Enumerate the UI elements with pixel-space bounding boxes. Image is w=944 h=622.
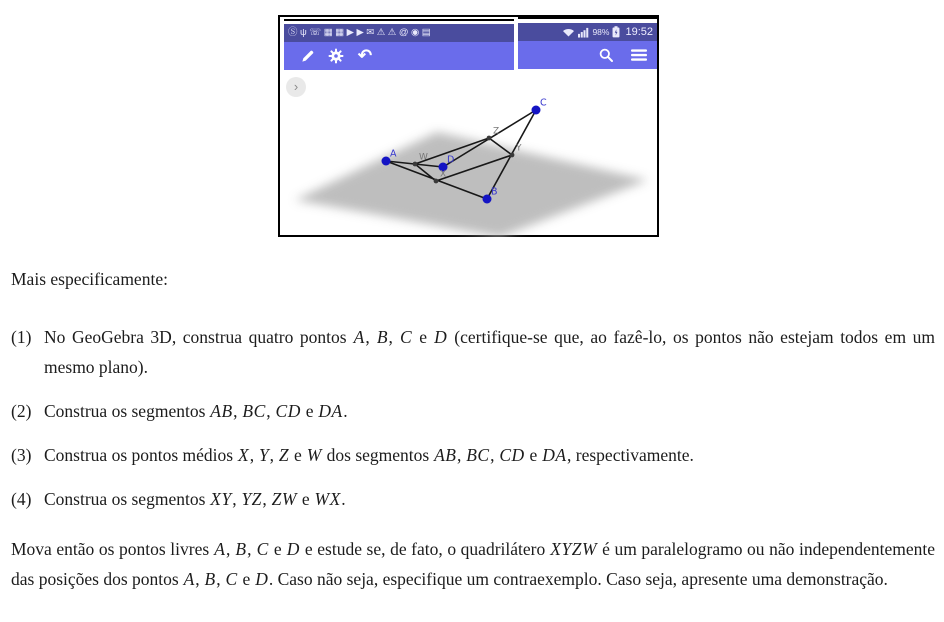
location-icon: ◉ xyxy=(410,27,420,38)
math-var: AB xyxy=(434,445,457,465)
phone-panel-right xyxy=(518,17,657,69)
text-run: , xyxy=(269,445,279,465)
math-var: CD xyxy=(275,401,301,421)
gallery2-icon: ▦ xyxy=(335,27,345,38)
instruction-list xyxy=(11,322,935,514)
math-var: WX xyxy=(314,489,341,509)
wifi-icon xyxy=(562,27,575,37)
item-number: (2) xyxy=(11,401,32,421)
text-run: , xyxy=(233,401,242,421)
status-bar-right xyxy=(518,23,657,41)
text-run: , xyxy=(249,445,259,465)
text-run: , xyxy=(266,401,276,421)
math-var: BC xyxy=(466,445,490,465)
battery-icon xyxy=(612,26,620,38)
item-number: (1) xyxy=(11,327,32,347)
chevron-right-icon: › xyxy=(293,79,299,94)
math-var: B xyxy=(376,327,389,347)
math-var: DA xyxy=(318,401,343,421)
math-var: W xyxy=(306,445,322,465)
text-run: , xyxy=(388,327,400,347)
geogebra-toolbar xyxy=(284,42,514,70)
math-var: DA xyxy=(542,445,567,465)
intro-line: Mais especificamente: xyxy=(11,269,168,289)
youtube-icon: ▶ xyxy=(346,27,354,38)
math-var: XY xyxy=(210,489,232,509)
text-run: , xyxy=(232,489,241,509)
item-number: (4) xyxy=(11,489,32,509)
math-var: X xyxy=(237,445,250,465)
youtube2-icon: ▶ xyxy=(356,27,364,38)
point-X[interactable] xyxy=(434,179,439,184)
gear-icon xyxy=(328,48,344,64)
status-time: 19:52 xyxy=(625,26,653,38)
text-run: e xyxy=(269,539,287,559)
pencil-icon xyxy=(300,49,315,64)
text-run: Construa os segmentos xyxy=(44,489,210,509)
math-var: C xyxy=(225,569,238,589)
math-var: A xyxy=(353,327,365,347)
hamburger-icon xyxy=(631,49,647,61)
text-run: , xyxy=(365,327,377,347)
text-run: . xyxy=(343,401,348,421)
share-icon: ▤ xyxy=(421,27,431,38)
math-var: BC xyxy=(242,401,266,421)
closing-paragraph xyxy=(11,534,935,594)
warning-icon: ⚠ xyxy=(376,27,386,38)
text-run: e xyxy=(301,401,318,421)
undo-button[interactable] xyxy=(356,47,374,65)
search-toolbar xyxy=(518,41,657,69)
text-run: e xyxy=(412,327,434,347)
item-number: (3) xyxy=(11,445,32,465)
point-W[interactable] xyxy=(413,162,418,167)
text-run: e xyxy=(238,569,255,589)
undo-icon: ↶ xyxy=(357,46,373,65)
math-var: Z xyxy=(278,445,290,465)
text-run: , xyxy=(490,445,499,465)
math-var: ZW xyxy=(271,489,297,509)
math-var: AB xyxy=(210,401,233,421)
text-run: e xyxy=(289,445,307,465)
text-run: e xyxy=(297,489,315,509)
item-text xyxy=(44,445,694,465)
phone-panel-left xyxy=(284,19,514,70)
usb-icon: ψ xyxy=(300,27,307,38)
edit-tool-button[interactable] xyxy=(298,47,316,65)
label-Y: Y xyxy=(516,143,522,154)
label-Z: Z xyxy=(493,126,500,137)
text-run: , xyxy=(216,569,225,589)
text-run: dos segmentos xyxy=(322,445,434,465)
math-var: B xyxy=(204,569,216,589)
text-run: Construa os pontos médios xyxy=(44,445,238,465)
whatsapp-icon: ☏ xyxy=(309,27,322,38)
battery-percent: 98% xyxy=(592,27,610,37)
math-var: D xyxy=(255,569,269,589)
point-Y[interactable] xyxy=(510,153,515,158)
item-text xyxy=(44,489,346,509)
email-icon: ✉ xyxy=(366,27,375,38)
list-item-4 xyxy=(11,484,935,514)
math-var: C xyxy=(399,327,413,347)
exercise-text xyxy=(11,268,935,594)
point-Z[interactable] xyxy=(487,136,492,141)
math-var: D xyxy=(286,539,300,559)
math-var: A xyxy=(183,569,195,589)
label-A: A xyxy=(390,148,397,160)
text-run: No GeoGebra 3D, construa quatro pontos xyxy=(44,327,354,347)
text-run: , xyxy=(247,539,257,559)
menu-button[interactable] xyxy=(630,46,648,64)
text-run: , respectivamente. xyxy=(567,445,694,465)
text-run: , xyxy=(456,445,466,465)
math-var: B xyxy=(235,539,247,559)
gallery-icon: ▦ xyxy=(323,27,333,38)
search-button[interactable] xyxy=(597,46,615,64)
text-run: . xyxy=(341,489,346,509)
item-text xyxy=(44,401,348,421)
screenshot-icon: Ⓢ xyxy=(288,27,298,38)
list-item-2 xyxy=(11,396,935,426)
text-run: e estude se, de fato, o quadrilátero xyxy=(300,539,550,559)
label-B: B xyxy=(491,186,498,198)
at-icon: @ xyxy=(398,27,409,38)
label-X: X xyxy=(440,169,447,180)
list-item-3 xyxy=(11,440,935,470)
math-var: C xyxy=(256,539,269,559)
math-var: Y xyxy=(258,445,270,465)
math-var: YZ xyxy=(241,489,262,509)
warning2-icon: ⚠ xyxy=(387,27,397,38)
text-run: , xyxy=(195,569,205,589)
signal-icon xyxy=(578,27,589,38)
text-run: , xyxy=(225,539,235,559)
label-D: D xyxy=(447,154,455,166)
text-run: é um paralelogramo ou não independentemente das posições dos pontos xyxy=(11,539,936,589)
math-var: A xyxy=(214,539,226,559)
settings-button[interactable] xyxy=(327,47,345,65)
geogebra-screenshot-figure xyxy=(278,15,659,237)
math-var: CD xyxy=(499,445,525,465)
text-run: . Caso não seja, especifique um contraexemplo. Caso seja, apresente uma demonstração. xyxy=(268,569,888,589)
plane xyxy=(295,132,648,237)
text-run: Mova então os pontos livres xyxy=(11,539,214,559)
math-var: XYZW xyxy=(550,539,598,559)
label-C: C xyxy=(540,97,547,109)
expand-panel-button[interactable] xyxy=(286,77,306,97)
text-run: e xyxy=(525,445,542,465)
text-run: , xyxy=(262,489,272,509)
notification-icons xyxy=(288,24,433,42)
text-run: (certifique-se que, ao fazê-lo, os pontos não estejam todos em um mesmo plano). xyxy=(44,327,935,377)
math-var: D xyxy=(434,327,448,347)
text-run: Construa os segmentos xyxy=(44,401,210,421)
search-icon xyxy=(598,47,614,63)
status-bar-left xyxy=(284,24,514,42)
label-W: W xyxy=(419,152,428,163)
item-text xyxy=(44,327,935,377)
list-item-1 xyxy=(11,322,935,382)
